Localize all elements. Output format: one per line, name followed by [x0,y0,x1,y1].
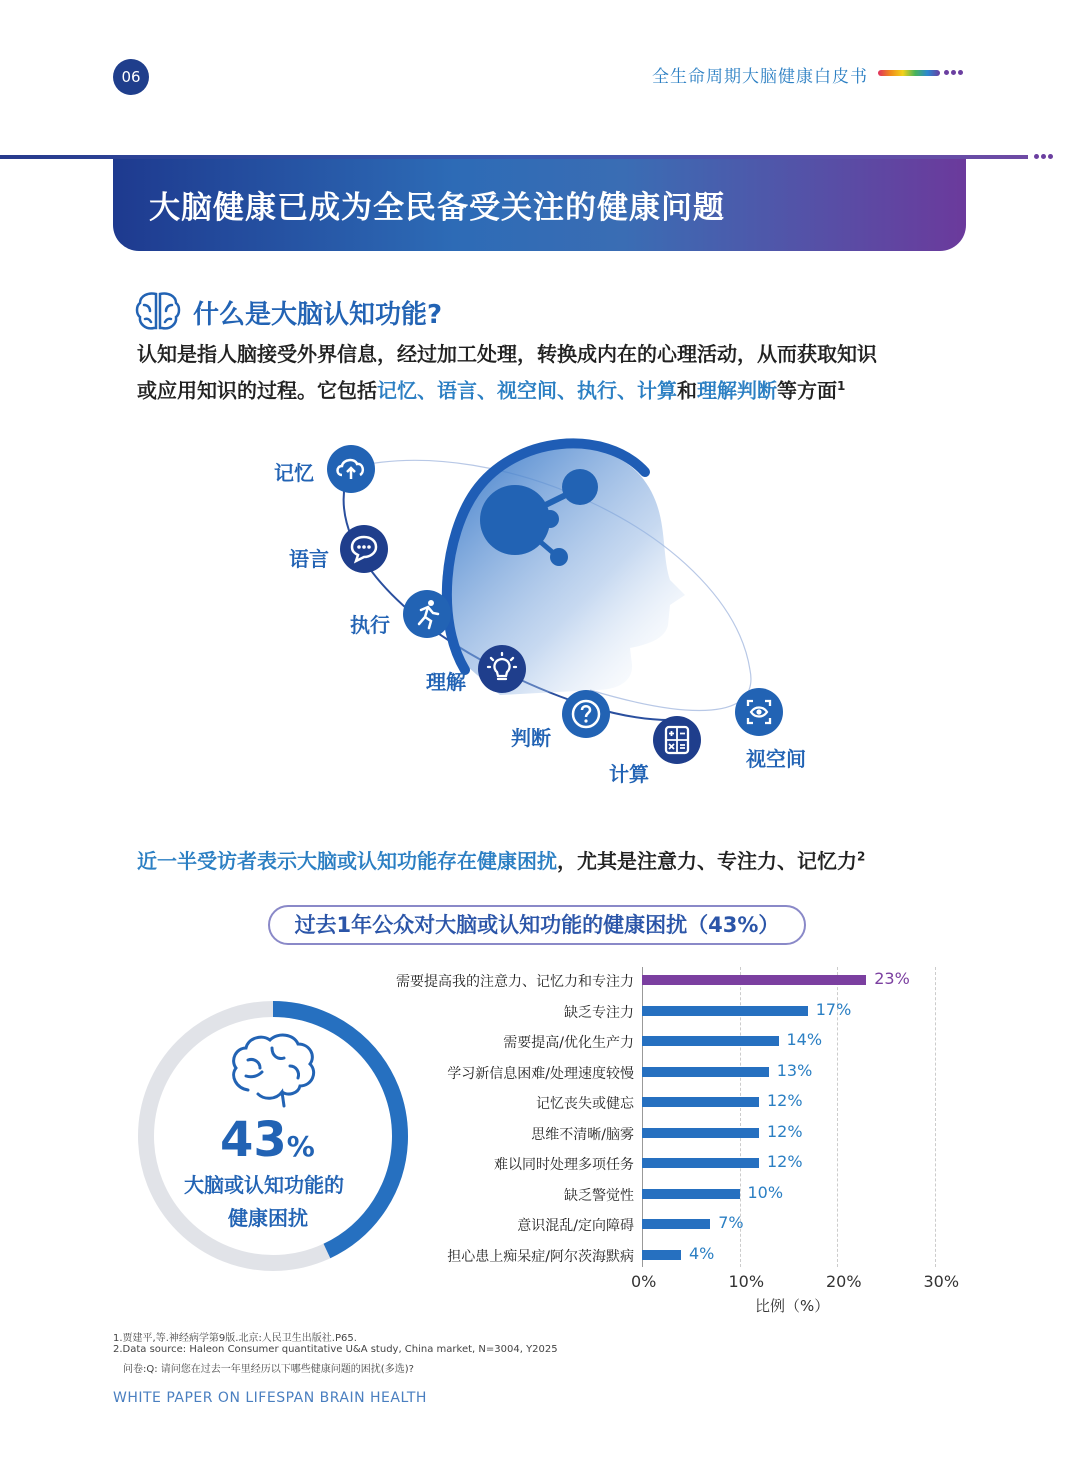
lightbulb-icon [478,645,526,693]
header-dots [944,70,968,76]
bar-value-label: 23% [874,969,910,988]
bar-value-label: 12% [767,1091,803,1110]
chat-bubble-icon [340,525,388,573]
x-axis-label: 比例（%） [755,1297,830,1315]
question-icon [562,690,610,738]
cognition-label-memory: 记忆 [274,461,314,485]
cognition-label-language: 语言 [289,547,329,571]
gridline [935,967,936,1267]
bar-category-label: 缺乏警觉性 [564,1187,634,1204]
bar-value-label: 13% [776,1060,813,1080]
bar [642,975,866,985]
section1-paragraph-line1: 认知是指人脑接受外界信息，经过加工处理，转换成内在的心理活动，从而获取知识 [137,342,877,366]
cognition-label-comprehension: 理解 [426,670,466,694]
bar [642,1067,769,1077]
donut-label-line2: 健康困扰 [228,1206,308,1230]
cognition-label-calculation: 计算 [609,762,649,786]
execution-node [403,590,451,638]
bar [642,1189,740,1199]
language-node [340,525,388,573]
header-title: 全生命周期大脑健康白皮书 [652,67,868,87]
calculator-icon [653,716,701,764]
bar [642,1006,808,1016]
footnote-1: 1.贾建平,等.神经病学第9版.北京:人民卫生出版社.P65. [113,1333,357,1344]
chart-title: 过去1年公众对大脑或认知功能的健康困扰（43%） [268,905,806,945]
bar-value-label: 12% [767,1121,803,1141]
calculation-node [653,716,701,764]
section1-paragraph-line2: 或应用知识的过程。它包括记忆、语言、视空间、执行、计算和理解判断等方面$^1$ [137,378,846,403]
bar [642,1158,759,1168]
running-person-icon [403,590,451,638]
bar [642,1036,779,1046]
brain-outline-icon [134,290,182,332]
footer-text: WHITE PAPER ON LIFESPAN BRAIN HEALTH [113,1390,427,1406]
section1-title: 什么是大脑认知功能? [193,300,443,330]
bar-category-label: 思维不清晰/脑雾 [531,1126,634,1143]
banner-title: 大脑健康已成为全民备受关注的健康问题 [149,190,725,226]
bar-category-label: 意识混乱/定向障碍 [517,1218,634,1234]
bar-value-label: 4% [689,1243,715,1263]
bar-value-label: 7% [718,1213,744,1232]
bar-value-label: 12% [767,1152,803,1171]
brain-icon [228,1030,318,1108]
footnote-3: 问卷:Q: 请问您在过去一年里经历以下哪些健康问题的困扰(多选)? [123,1364,414,1375]
bar-category-label: 缺乏专注力 [564,1004,634,1021]
cognition-label-judgment: 判断 [511,726,551,750]
x-tick-label: 10% [728,1272,765,1291]
x-tick-label: 20% [826,1272,862,1291]
bar [642,1097,759,1107]
judgment-node [562,690,610,738]
gridline [837,967,838,1267]
cognition-label-visuospatial: 视空间 [746,747,806,771]
donut-percent: 43% [220,1112,315,1168]
header-color-bar [878,70,940,76]
y-axis-line [642,967,643,1267]
bar [642,1128,759,1138]
bar-category-label: 需要提高/优化生产力 [503,1035,634,1051]
bar [642,1219,710,1229]
section2-title: 近一半受访者表示大脑或认知功能存在健康困扰，尤其是注意力、专注力、记忆力$^2$ [137,849,866,873]
rule-dots [1034,154,1058,160]
memory-node [327,445,375,493]
bar-value-label: 10% [747,1182,784,1202]
cloud-upload-icon [327,445,375,493]
cognition-label-execution: 执行 [350,613,390,637]
gridline [740,967,741,1267]
page-number: 06 [113,59,149,95]
visuospatial-node [735,688,783,736]
bar-category-label: 担心患上痴呆症/阿尔茨海默病 [447,1248,634,1265]
bar-category-label: 学习新信息困难/处理速度较慢 [447,1065,634,1082]
x-tick-label: 0% [631,1272,657,1291]
bar-value-label: 14% [786,1030,823,1049]
comprehension-node [478,645,526,693]
bar-value-label: 17% [815,999,852,1019]
donut-label-line1: 大脑或认知功能的 [184,1173,344,1197]
bar-category-label: 记忆丧失或健忘 [536,1096,634,1112]
eye-scan-icon [735,688,783,736]
bar-category-label: 需要提高我的注意力、记忆力和专注力 [396,974,634,990]
bar-category-label: 难以同时处理多项任务 [494,1157,634,1173]
footnote-2: 2.Data source: Haleon Consumer quantitative U&A study, China market, N=3004, Y2025 [113,1344,558,1355]
x-tick-label: 30% [923,1272,960,1291]
bar [642,1250,681,1260]
